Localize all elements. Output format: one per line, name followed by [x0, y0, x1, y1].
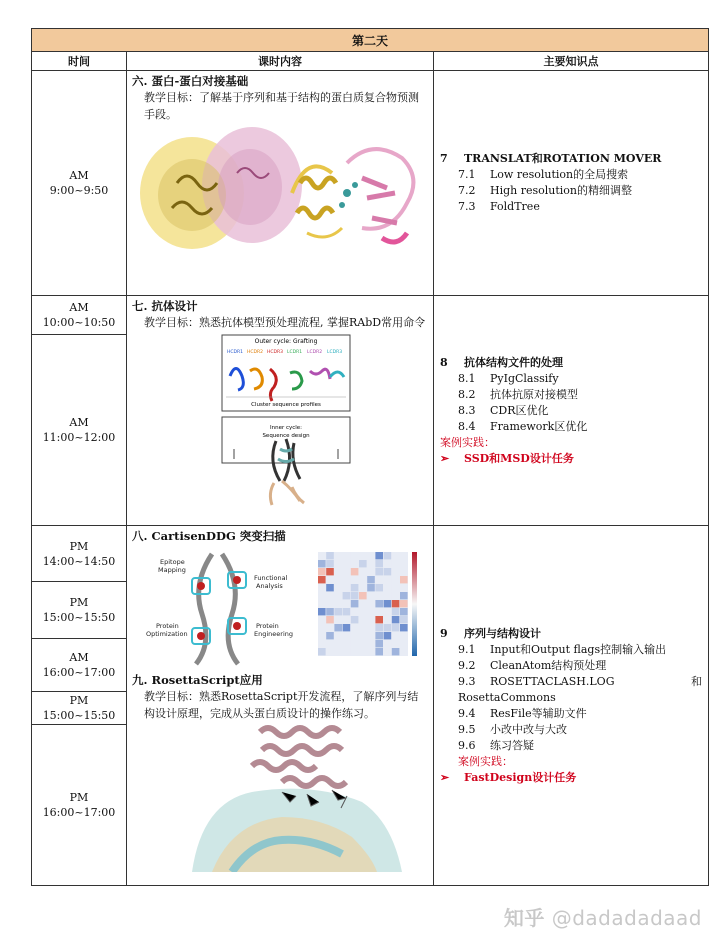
- svg-text:Protein: Protein: [156, 622, 179, 630]
- heatmap-cell: [384, 632, 392, 639]
- col-header-points: 主要知识点: [434, 52, 709, 71]
- heatmap-cell: [326, 616, 334, 623]
- section-title: 七. 抗体设计: [132, 299, 198, 313]
- heatmap-cell: [359, 568, 367, 575]
- heatmap-cell: [334, 600, 342, 607]
- heatmap-cell: [392, 632, 400, 639]
- inner-cycle-label: Inner cycle:: [269, 425, 303, 431]
- col-header-content: 课时内容: [127, 52, 434, 71]
- section-goal: 教学目标：了解基于序列和基于结构的蛋白质复合物预测手段。: [144, 91, 419, 121]
- heatmap-cell: [351, 600, 359, 607]
- list-item: 8.1 PyIgClassify: [458, 371, 559, 385]
- list-item: RosettaCommons: [458, 690, 556, 704]
- column-header-row: [32, 52, 709, 71]
- list-item: 9.6 练习答疑: [458, 738, 534, 752]
- svg-text:LCDR2: LCDR2: [307, 350, 323, 355]
- section-goal: 教学目标：熟悉抗体模型预处理流程, 掌握RAbD常用命令: [144, 316, 426, 329]
- heatmap-cell: [375, 568, 383, 575]
- list-item: 8.2 抗体抗原对接模型: [458, 387, 578, 401]
- heatmap-cell: [326, 576, 334, 583]
- heatmap-cell: [400, 568, 408, 575]
- heatmap-cell: [359, 552, 367, 559]
- content-cell-docking: [127, 71, 434, 296]
- points-cell-8: [434, 296, 709, 526]
- heatmap-cell: [326, 568, 334, 575]
- heatmap-cell: [384, 600, 392, 607]
- heatmap-cell: [375, 592, 383, 599]
- heatmap-cell: [367, 576, 375, 583]
- heatmap-cell: [351, 608, 359, 615]
- heatmap-cell: [392, 648, 400, 655]
- heatmap-cell: [359, 560, 367, 567]
- heatmap-cell: [334, 640, 342, 647]
- time-cell: PM 15:00~15:50: [32, 582, 127, 639]
- heatmap-cell: [334, 648, 342, 655]
- heatmap-cell: [318, 608, 326, 615]
- time-cell: PM 14:00~14:50: [32, 526, 127, 582]
- heatmap-cell: [400, 560, 408, 567]
- heatmap-cell: [367, 560, 375, 567]
- heatmap-cell: [326, 624, 334, 631]
- heatmap-cell: [351, 592, 359, 599]
- heatmap-cell: [375, 640, 383, 647]
- list-item: 8.3 CDR区优化: [458, 403, 549, 417]
- heatmap-cell: [318, 560, 326, 567]
- svg-text:LCDR1: LCDR1: [287, 350, 303, 355]
- svg-text:Functional: Functional: [254, 574, 288, 582]
- section-title: 九. RosettaScript应用: [132, 673, 263, 687]
- heatmap-cell: [326, 552, 334, 559]
- heatmap-cell: [326, 632, 334, 639]
- heatmap-cell: [384, 640, 392, 647]
- content-cell-antibody: [127, 296, 434, 526]
- heatmap-cell: [343, 640, 351, 647]
- heatmap-cell: [334, 624, 342, 631]
- watermark-user: @dadadadaad: [551, 906, 702, 930]
- heatmap-cell: [351, 648, 359, 655]
- heatmap-cell: [375, 600, 383, 607]
- heatmap-cell: [326, 640, 334, 647]
- heatmap-cell: [318, 624, 326, 631]
- day-header-row: [32, 29, 709, 52]
- heatmap-cell: [359, 592, 367, 599]
- svg-text:Engineering: Engineering: [254, 630, 293, 638]
- heatmap-cell: [392, 608, 400, 615]
- heatmap-cell: [351, 552, 359, 559]
- heatmap-cell: [384, 568, 392, 575]
- time-cell: AM 16:00~17:00: [32, 639, 127, 692]
- heatmap-cell: [400, 648, 408, 655]
- point-heading: 9 序列与结构设计: [440, 626, 541, 640]
- list-item: 9.3 ROSETTACLASH.LOG 和: [458, 674, 703, 688]
- heatmap-cell: [375, 624, 383, 631]
- heatmap-cell: [326, 600, 334, 607]
- heatmap-cell: [384, 608, 392, 615]
- section-title: 六. 蛋白-蛋白对接基础: [132, 74, 249, 88]
- heatmap-cell: [359, 632, 367, 639]
- svg-text:Mapping: Mapping: [158, 566, 186, 574]
- heatmap-cell: [351, 576, 359, 583]
- heatmap-cell: [343, 584, 351, 591]
- heatmap-cell: [343, 592, 351, 599]
- heatmap-cell: [318, 568, 326, 575]
- heatmap-cell: [400, 592, 408, 599]
- heatmap-cell: [343, 648, 351, 655]
- section-goal: 教学目标：熟悉RosettaScript开发流程，了解序列与结构设计原理，完成从头蛋白质设计的操作练习。: [144, 690, 419, 720]
- heatmap-cell: [318, 584, 326, 591]
- heatmap-cell: [384, 624, 392, 631]
- heatmap-cell: [351, 616, 359, 623]
- heatmap-cell: [375, 560, 383, 567]
- heatmap-cell: [351, 568, 359, 575]
- heatmap-cell: [367, 568, 375, 575]
- heatmap-cell: [384, 552, 392, 559]
- heatmap-cell: [367, 592, 375, 599]
- list-item: 8.4 Framework区优化: [458, 419, 588, 433]
- heatmap-cell: [326, 648, 334, 655]
- heatmap-cell: [318, 552, 326, 559]
- heatmap-cell: [318, 592, 326, 599]
- heatmap-cell: [318, 648, 326, 655]
- heatmap-cell: [334, 584, 342, 591]
- heatmap-cell: [318, 640, 326, 647]
- task-item: ➢ FastDesign设计任务: [440, 770, 577, 784]
- heatmap-cell: [351, 584, 359, 591]
- heatmap-cell: [384, 648, 392, 655]
- heatmap-cell: [334, 560, 342, 567]
- time-cell: AM 11:00~12:00: [32, 335, 127, 526]
- heatmap-cell: [359, 640, 367, 647]
- heatmap-cell: [359, 624, 367, 631]
- content-cell-ddg-rosetta: [127, 526, 434, 886]
- heatmap-cell: [318, 576, 326, 583]
- svg-text:LCDR3: LCDR3: [327, 350, 343, 355]
- heatmap-cell: [334, 592, 342, 599]
- svg-text:HCDR2: HCDR2: [247, 350, 263, 355]
- heatmap-image: [318, 552, 417, 656]
- list-item: 9.2 CleanAtom结构预处理: [458, 658, 607, 672]
- arrow-bullet-icon: ➢: [440, 770, 450, 784]
- heatmap-cell: [359, 576, 367, 583]
- heatmap-cell: [400, 616, 408, 623]
- heatmap-cell: [384, 560, 392, 567]
- heatmap-cell: [367, 624, 375, 631]
- heatmap-cell: [359, 600, 367, 607]
- task-item: ➢ SSD和MSD设计任务: [440, 451, 574, 465]
- heatmap-cell: [334, 568, 342, 575]
- profiles-label: Cluster sequence profiles: [251, 402, 321, 408]
- heatmap-cell: [384, 584, 392, 591]
- heatmap-cell: [343, 560, 351, 567]
- heatmap-cell: [375, 576, 383, 583]
- heatmap-cell: [400, 608, 408, 615]
- surface-complex-image: [140, 127, 302, 249]
- heatmap-cell: [334, 552, 342, 559]
- time-cell: PM 15:00~15:50: [32, 692, 127, 725]
- heatmap-cell: [367, 584, 375, 591]
- heatmap-cell: [400, 624, 408, 631]
- heatmap-cell: [343, 624, 351, 631]
- heatmap-cell: [343, 632, 351, 639]
- heatmap-cell: [392, 576, 400, 583]
- time-cell: AM 9:00~9:50: [32, 71, 127, 296]
- heatmap-cell: [400, 552, 408, 559]
- heatmap-cell: [367, 632, 375, 639]
- arrow-bullet-icon: ➢: [440, 451, 450, 465]
- heatmap-cell: [392, 592, 400, 599]
- heatmap-cell: [392, 584, 400, 591]
- heatmap-cell: [384, 592, 392, 599]
- point-heading: 7 TRANSLAT和ROTATION MOVER: [440, 152, 662, 165]
- heatmap-cell: [359, 608, 367, 615]
- heatmap-cell: [392, 616, 400, 623]
- watermark-brand: 知乎: [503, 906, 545, 930]
- svg-text:Epitope: Epitope: [160, 558, 185, 566]
- svg-text:HCDR1: HCDR1: [227, 350, 243, 355]
- list-item: 9.1 Input和Output flags控制输入输出: [458, 642, 667, 656]
- heatmap-cell: [384, 616, 392, 623]
- heatmap-cell: [367, 640, 375, 647]
- heatmap-cell: [375, 648, 383, 655]
- heatmap-cell: [343, 576, 351, 583]
- heatmap-cell: [392, 600, 400, 607]
- day-title: 第二天: [32, 29, 709, 52]
- svg-text:Protein: Protein: [256, 622, 279, 630]
- heatmap-cell: [367, 608, 375, 615]
- heatmap-cell: [392, 640, 400, 647]
- list-item: 7.2 High resolution的精细调整: [458, 184, 633, 197]
- heatmap-cell: [343, 568, 351, 575]
- table-row: [32, 296, 709, 335]
- heatmap-cell: [343, 552, 351, 559]
- heatmap-cell: [351, 624, 359, 631]
- table-row: [32, 526, 709, 582]
- cartoon-complex-image: [292, 149, 413, 242]
- heatmap-cell: [367, 552, 375, 559]
- case-practice-label: 案例实践：: [440, 435, 495, 449]
- outer-cycle-label: Outer cycle: Grafting: [254, 338, 318, 345]
- heatmap-cell: [318, 600, 326, 607]
- heatmap-cell: [375, 584, 383, 591]
- points-cell-7: [434, 71, 709, 296]
- heatmap-cell: [334, 576, 342, 583]
- heatmap-cell: [375, 552, 383, 559]
- list-item: 7.3 FoldTree: [458, 200, 540, 213]
- heatmap-cell: [334, 608, 342, 615]
- heatmap-cell: [318, 632, 326, 639]
- heatmap-cell: [334, 632, 342, 639]
- time-cell: PM 16:00~17:00: [32, 725, 127, 886]
- heatmap-cell: [400, 576, 408, 583]
- heatmap-cell: [392, 560, 400, 567]
- heatmap-cell: [359, 584, 367, 591]
- heatmap-cell: [375, 632, 383, 639]
- ddg-figure: [132, 544, 428, 668]
- heatmap-cell: [400, 584, 408, 591]
- heatmap-cell: [326, 608, 334, 615]
- table-row: [32, 71, 709, 296]
- list-item: 9.5 小改中改与大改: [458, 722, 567, 736]
- heatmap-cell: [384, 576, 392, 583]
- heatmap-cell: [392, 624, 400, 631]
- heatmap-cell: [326, 560, 334, 567]
- section-title: 八. CartisenDDG 突变扫描: [132, 529, 286, 543]
- heatmap-cell: [359, 648, 367, 655]
- heatmap-cell: [367, 600, 375, 607]
- schedule-table: [31, 28, 709, 886]
- docking-figure: [132, 123, 428, 258]
- heatmap-cell: [400, 600, 408, 607]
- heatmap-cell: [343, 616, 351, 623]
- case-practice-label: 案例实践：: [458, 754, 513, 768]
- time-cell: AM 10:00~10:50: [32, 296, 127, 335]
- heatmap-cell: [367, 616, 375, 623]
- heatmap-cell: [400, 640, 408, 647]
- heatmap-cell: [326, 584, 334, 591]
- col-header-time: 时间: [32, 52, 127, 71]
- heatmap-cell: [392, 568, 400, 575]
- heatmap-cell: [343, 600, 351, 607]
- heatmap-cell: [351, 632, 359, 639]
- heatmap-cell: [392, 552, 400, 559]
- heatmap-cell: [359, 616, 367, 623]
- heatmap-cell: [375, 616, 383, 623]
- points-cell-9: [434, 526, 709, 886]
- list-item: 7.1 Low resolution的全局搜索: [458, 168, 629, 181]
- heatmap-cell: [351, 560, 359, 567]
- svg-text:HCDR3: HCDR3: [267, 350, 283, 355]
- heatmap-cell: [351, 640, 359, 647]
- heatmap-cell: [318, 616, 326, 623]
- svg-text:Analysis: Analysis: [256, 582, 283, 590]
- heatmap-cell: [400, 632, 408, 639]
- sequence-design-label: Sequence design: [262, 433, 310, 439]
- svg-text:Optimization: Optimization: [146, 630, 188, 638]
- list-item: 9.4 ResFile等辅助文件: [458, 706, 587, 720]
- heatmap-cell: [343, 608, 351, 615]
- heatmap-cell: [375, 608, 383, 615]
- heatmap-cell: [334, 616, 342, 623]
- heatmap-cell: [367, 648, 375, 655]
- rosetta-figure: [132, 722, 428, 872]
- antibody-design-figure: [134, 331, 430, 513]
- point-heading: 8 抗体结构文件的处理: [440, 355, 563, 369]
- watermark: [504, 902, 702, 931]
- heatmap-cell: [326, 592, 334, 599]
